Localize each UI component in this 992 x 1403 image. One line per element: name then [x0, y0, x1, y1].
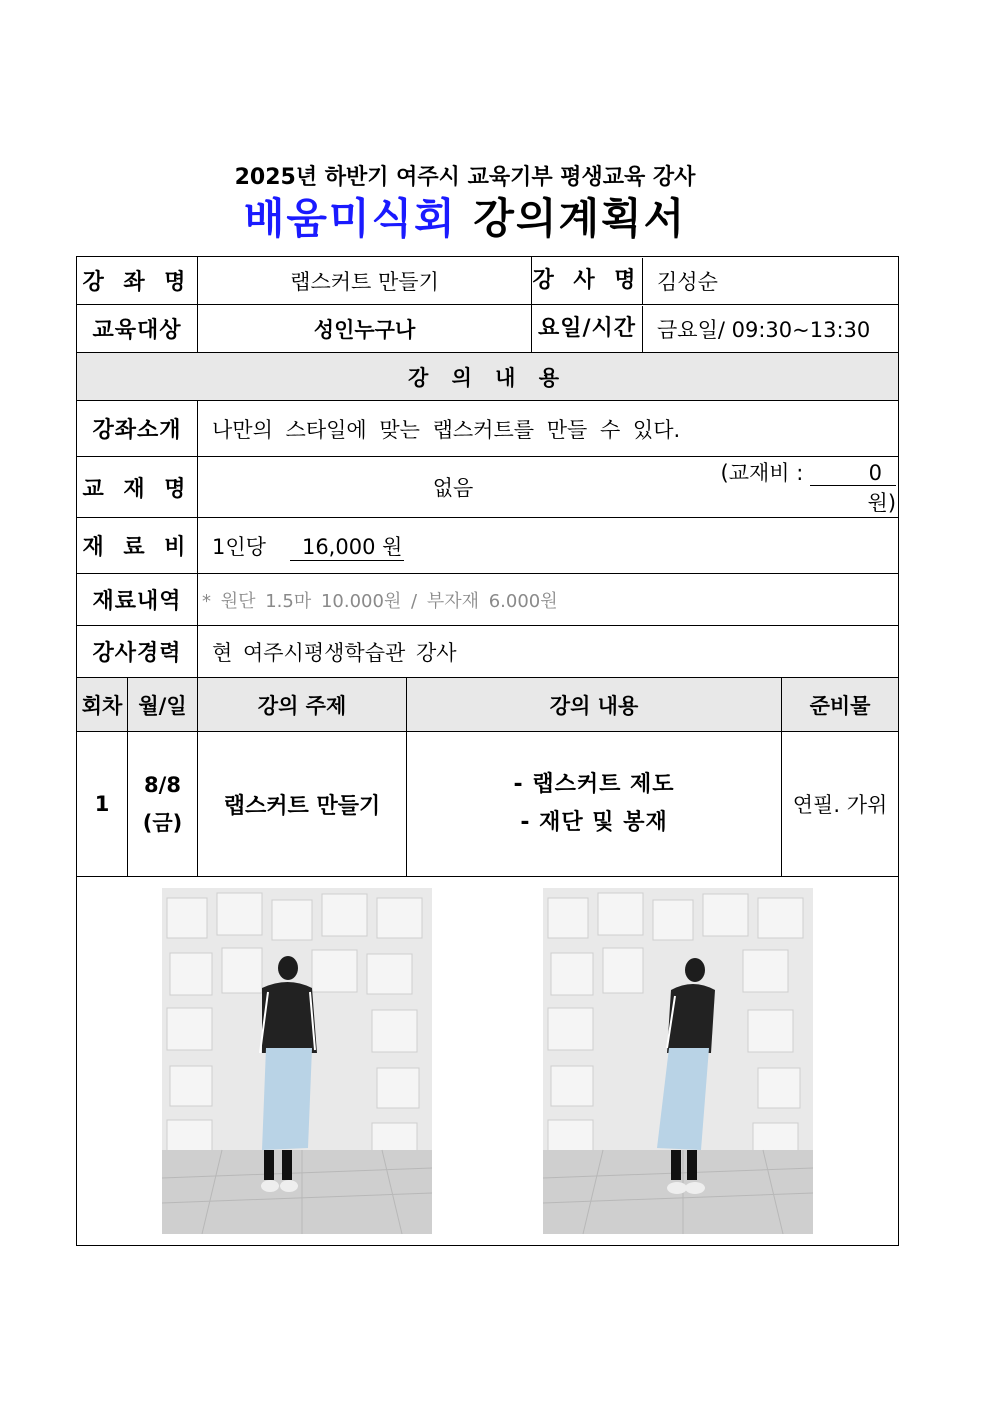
- instructor-cell: [532, 257, 899, 305]
- schedule-label: 요일/시간: [532, 306, 643, 352]
- intro-value: 나만의 스타일에 맞는 랩스커트를 만들 수 있다.: [198, 401, 899, 457]
- material-detail-label: 재료내역: [77, 574, 198, 626]
- career-label: 강사경력: [77, 626, 198, 678]
- textbook-row: [77, 457, 899, 518]
- content-header-row: [77, 353, 899, 401]
- material-fee-row: [77, 518, 899, 574]
- session-supplies: 연필. 가위: [782, 732, 899, 877]
- textbook-fee-value: 0: [810, 461, 896, 486]
- course-name-label: 강 좌 명: [77, 257, 198, 305]
- career-row: [77, 626, 899, 678]
- schedule-value: 금요일/ 09:30~13:30: [657, 317, 871, 342]
- document-subtitle: 2025년 하반기 여주시 교육기부 평생교육 강사: [234, 165, 696, 190]
- sample-photo-side: [543, 888, 813, 1234]
- material-fee-value: 16,000 원: [290, 535, 404, 561]
- intro-label: 강좌소개: [77, 401, 198, 457]
- career-value: 현 여주시평생학습관 강사: [198, 626, 899, 678]
- header-topic: 강의 주제: [198, 678, 407, 732]
- schedule-cell: [532, 305, 899, 353]
- title-main: 강의계획서: [473, 194, 687, 243]
- textbook-fee: [708, 457, 898, 517]
- header-supplies: 준비물: [782, 678, 899, 732]
- header-date: 월/일: [128, 678, 198, 732]
- session-number: 1: [77, 732, 128, 877]
- session-topic: 랩스커트 만들기: [198, 732, 407, 877]
- target-row: [77, 305, 899, 353]
- photo-cell: [77, 877, 899, 1246]
- table-row: [77, 732, 899, 877]
- schedule-header-row: [77, 678, 899, 732]
- textbook-label: 교 재 명: [77, 457, 198, 518]
- instructor-value: 김성순: [657, 269, 718, 294]
- session-date: [128, 732, 198, 877]
- material-fee-prefix: 1인당: [212, 534, 266, 559]
- content-line: - 랩스커트 제도: [513, 772, 675, 797]
- intro-row: [77, 401, 899, 457]
- sample-photo-front: [162, 888, 432, 1234]
- course-name-value: 랩스커트 만들기: [198, 257, 532, 305]
- title-highlight: 배움미식회: [243, 194, 457, 243]
- header-content: 강의 내용: [407, 678, 782, 732]
- textbook-fee-prefix: (교재비 :: [720, 461, 804, 485]
- course-row: [77, 257, 899, 305]
- weekday-line: (금): [142, 811, 183, 835]
- target-label: 교육대상: [77, 305, 198, 353]
- textbook-value: 없음: [432, 476, 474, 500]
- lecture-plan-table: [76, 256, 899, 1246]
- material-detail-value: * 원단 1.5마 10.000원 / 부자재 6.000원: [198, 574, 899, 626]
- session-content: [407, 732, 782, 877]
- material-detail-row: [77, 574, 899, 626]
- photo-row: [77, 877, 899, 1246]
- target-value: 성인누구나: [198, 305, 532, 353]
- content-header: 강 의 내 용: [77, 353, 899, 401]
- instructor-label: 강 사 명: [532, 258, 643, 304]
- document-title: [0, 186, 930, 246]
- material-fee-cell: [198, 518, 899, 574]
- textbook-fee-suffix: 원): [867, 491, 897, 515]
- content-line: - 재단 및 봉재: [520, 810, 668, 835]
- date-line: 8/8: [144, 773, 181, 797]
- textbook-cell: [198, 457, 899, 518]
- header-session: 회차: [77, 678, 128, 732]
- material-fee-label: 재 료 비: [77, 518, 198, 574]
